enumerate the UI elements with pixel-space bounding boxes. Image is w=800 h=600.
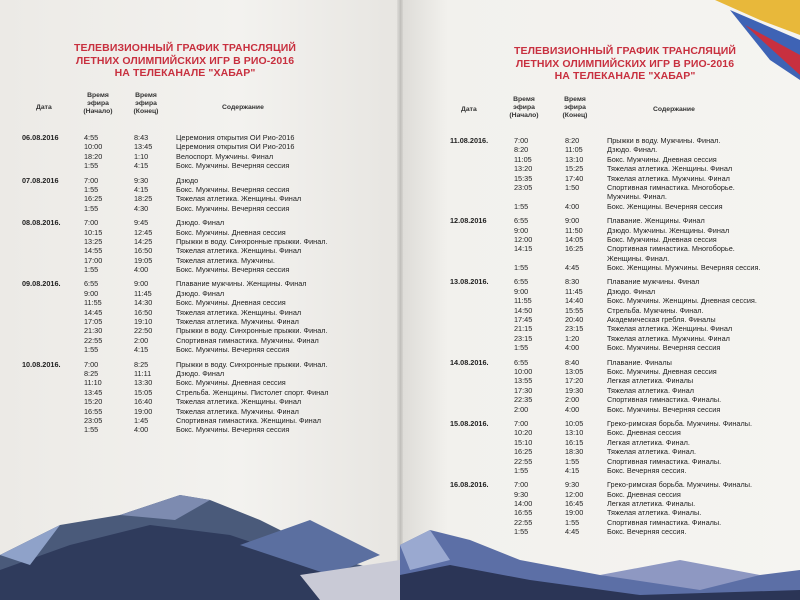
end-time: 19:00: [565, 508, 584, 518]
start-time: 9:00: [84, 288, 99, 298]
program-description: Бокс. Мужчины. Дневная сессия: [607, 234, 717, 244]
program-description: Тяжелая атлетика. Мужчины.: [176, 255, 275, 265]
header-content: Содержание: [222, 104, 264, 111]
end-time: 4:30: [134, 203, 149, 213]
program-description: Спортивная гимнастика. Финалы.: [607, 395, 722, 405]
program-description: Дзюдо. Финал: [176, 368, 225, 378]
program-description: Дзюдо. Финал: [176, 218, 225, 228]
start-time: 7:00: [84, 359, 99, 369]
program-description: Бокс. Мужчины. Женщины. Дневная сессия.: [607, 296, 757, 306]
header-start-time: Время эфира (Начало): [83, 92, 113, 115]
program-description: Бокс. Дневная сессия: [607, 428, 681, 438]
day-date: 08.08.2016.: [22, 218, 61, 228]
start-time: 12:00: [514, 234, 533, 244]
program-description: Бокс. Дневная сессия: [607, 489, 681, 499]
program-description: Спортивная гимнастика. Многоборье.: [607, 182, 735, 192]
start-time: 21:15: [514, 324, 533, 334]
program-description: Прыжки в воду. Мужчины. Финал.: [607, 136, 721, 145]
end-time: 4:00: [134, 425, 149, 435]
program-description: Бокс. Мужчины. Вечерняя сессия: [607, 404, 721, 414]
program-description: Бокс. Мужчины. Вечерняя сессия: [176, 161, 290, 171]
program-description: Бокс. Женщины. Вечерняя сессия: [607, 201, 723, 211]
start-time: 1:55: [84, 184, 99, 194]
end-time: 17:20: [565, 376, 584, 386]
end-time: 9:30: [565, 480, 580, 490]
program-description: Тяжелая атлетика. Финал.: [607, 447, 697, 457]
start-time: 11:55: [514, 296, 532, 306]
program-description: Бокс. Вечерняя сессия.: [607, 465, 687, 475]
end-time: 16:25: [565, 244, 584, 254]
program-description: Бокс. Мужчины. Вечерняя сессия: [607, 343, 721, 353]
program-description: Плавание мужчины. Финал: [607, 277, 700, 287]
start-time: 23:05: [514, 182, 533, 192]
end-time: 22:50: [134, 326, 153, 336]
end-time: 13:10: [565, 428, 584, 438]
start-time: 6:55: [84, 279, 99, 289]
start-time: 10:20: [514, 428, 533, 438]
program-description: Прыжки в воду. Синхронные прыжки. Финал.: [176, 359, 328, 369]
start-time: 15:10: [514, 437, 533, 447]
start-time: 7:00: [514, 418, 529, 428]
end-time: 14:30: [134, 298, 153, 308]
start-time: 9:00: [514, 225, 529, 235]
program-description: Греко-римская борьба. Мужчины. Финалы.: [607, 480, 752, 490]
program-description: Бокс. Мужчины. Дневная сессия: [607, 366, 717, 376]
start-time: 7:00: [84, 218, 99, 228]
header-start-time: Время эфира (Начало): [509, 96, 539, 119]
program-description: Бокс. Мужчины. Дневная сессия: [607, 154, 717, 164]
program-description: Бокс. Женщины. Мужчины. Вечерняя сессия.: [607, 263, 761, 273]
end-time: 8:20: [565, 136, 580, 145]
program-description: Бокс. Мужчины. Вечерняя сессия: [176, 184, 290, 194]
end-time: 11:45: [134, 288, 152, 298]
end-time: 15:25: [565, 164, 584, 174]
end-time: 1:20: [565, 333, 580, 343]
start-time: 1:55: [514, 343, 529, 353]
program-description: Дзюдо. Финал: [607, 286, 656, 296]
end-time: 1:55: [565, 456, 580, 466]
end-time: 19:05: [134, 255, 153, 265]
start-time: 8:20: [514, 145, 529, 155]
end-time: 13:05: [565, 366, 584, 376]
program-description: Тяжелая атлетика. Женщины. Финал: [607, 324, 733, 334]
day-date: 10.08.2016.: [22, 359, 61, 369]
start-time: 11:10: [84, 378, 102, 388]
start-time: 14:00: [514, 499, 533, 509]
header-end-time: Время эфира (Конец): [562, 96, 588, 119]
end-time: 4:15: [565, 465, 580, 475]
end-time: 4:15: [134, 184, 149, 194]
start-time: 17:30: [514, 385, 533, 395]
start-time: 10:00: [514, 366, 533, 376]
program-description: Спортивная гимнастика. Мужчины. Финал: [176, 335, 319, 345]
start-time: 22:55: [514, 517, 533, 527]
program-description: Легкая атлетика. Финал.: [607, 437, 690, 447]
end-time: 11:05: [565, 145, 583, 155]
end-time: 15:05: [134, 387, 153, 397]
program-description: Женщины. Финал.: [607, 253, 670, 263]
header-date: Дата: [36, 104, 52, 111]
program-description: Плавание. Женщины. Финал: [607, 216, 705, 226]
start-time: 13:25: [84, 236, 103, 246]
end-time: 8:40: [565, 357, 580, 367]
program-description: Тяжелая атлетика. Мужчины. Финал: [607, 333, 730, 343]
start-time: 1:55: [514, 465, 529, 475]
start-time: 16:25: [84, 194, 103, 204]
program-description: Церемония открытия ОИ Рио-2016: [176, 133, 295, 142]
title-line: НА ТЕЛЕКАНАЛЕ "ХАБАР": [114, 67, 256, 79]
start-time: 14:50: [514, 305, 533, 315]
program-description: Бокс. Вечерняя сессия.: [607, 527, 687, 537]
day-date: 15.08.2016.: [450, 418, 489, 428]
program-description: Велоспорт. Мужчины. Финал: [176, 151, 274, 161]
day-date: 14.08.2016.: [450, 357, 489, 367]
title-line: ЛЕТНИХ ОЛИМПИЙСКИХ ИГР В РИО-2016: [515, 57, 735, 70]
start-time: 17:45: [514, 315, 533, 325]
start-time: 10:00: [84, 142, 103, 152]
end-time: 8:25: [134, 359, 149, 369]
end-time: 16:50: [134, 307, 153, 317]
start-time: 18:20: [84, 151, 103, 161]
start-time: 1:55: [514, 527, 529, 537]
end-time: 4:15: [134, 345, 149, 355]
end-time: 13:10: [565, 154, 584, 164]
program-description: Дзюдо. Мужчины. Женщины. Финал: [607, 225, 730, 235]
day-date: 06.08.2016: [22, 133, 59, 142]
program-description: Дзюдо: [176, 175, 199, 185]
start-time: 7:00: [84, 175, 99, 185]
program-description: Тяжелая атлетика. Женщины. Финал: [176, 246, 302, 256]
day-date: 16.08.2016.: [450, 480, 489, 490]
start-time: 9:30: [514, 489, 529, 499]
header-date: Дата: [461, 106, 477, 113]
end-time: 9:00: [565, 216, 580, 226]
program-description: Стрельба. Женщины. Пистолет спорт. Финал: [176, 387, 329, 397]
end-time: 2:00: [565, 395, 580, 405]
start-time: 22:55: [84, 335, 103, 345]
start-time: 1:55: [514, 263, 529, 273]
program-description: Церемония открытия ОИ Рио-2016: [176, 142, 295, 152]
end-time: 16:45: [565, 499, 584, 509]
program-description: Бокс. Мужчины. Вечерняя сессия: [176, 345, 290, 355]
program-description: Дзюдо. Финал: [176, 288, 225, 298]
start-time: 1:55: [84, 161, 99, 171]
end-time: 10:05: [565, 418, 584, 428]
start-time: 21:30: [84, 326, 103, 336]
end-time: 15:55: [565, 305, 584, 315]
start-time: 11:05: [514, 154, 532, 164]
program-description: Спортивная гимнастика. Женщины. Финал: [176, 415, 322, 425]
program-description: Тяжелая атлетика. Мужчины. Финал: [176, 317, 299, 327]
start-time: 23:15: [514, 333, 533, 343]
program-description: Дзюдо. Финал.: [607, 145, 658, 155]
program-description: Бокс. Мужчины. Вечерняя сессия: [176, 425, 290, 435]
end-time: 20:40: [565, 315, 584, 325]
day-date: 12.08.2016: [450, 216, 487, 226]
program-description: Легкая атлетика. Финалы: [607, 376, 694, 386]
program-description: Бокс. Мужчины. Дневная сессия: [176, 298, 286, 308]
end-time: 12:45: [134, 227, 153, 237]
start-time: 15:35: [514, 173, 533, 183]
program-description: Бокс. Мужчины. Дневная сессия: [176, 227, 286, 237]
end-time: 9:30: [134, 175, 149, 185]
program-description: Спортивная гимнастика. Многоборье.: [607, 244, 735, 254]
end-time: 16:15: [565, 437, 584, 447]
end-time: 11:50: [565, 225, 583, 235]
start-time: 11:55: [84, 298, 102, 308]
start-time: 13:20: [514, 164, 533, 174]
end-time: 4:00: [134, 265, 149, 275]
program-description: Тяжелая атлетика. Финал: [607, 385, 694, 395]
program-description: Тяжелая атлетика. Женщины. Финал: [607, 164, 733, 174]
end-time: 19:10: [134, 317, 153, 327]
end-time: 4:00: [565, 404, 580, 414]
end-time: 18:25: [134, 194, 153, 204]
program-description: Тяжелая атлетика. Мужчины. Финал: [607, 173, 730, 183]
header-end-time: Время эфира (Конец): [133, 92, 159, 115]
start-time: 1:55: [514, 201, 529, 211]
start-time: 16:55: [84, 406, 103, 416]
start-time: 4:55: [84, 133, 99, 142]
program-description: Плавание мужчины. Женщины. Финал: [176, 279, 307, 289]
start-time: 15:20: [84, 397, 103, 407]
header-content: Содержание: [653, 106, 695, 113]
start-time: 13:45: [84, 387, 103, 397]
end-time: 12:00: [565, 489, 584, 499]
end-time: 19:30: [565, 385, 584, 395]
start-time: 13:55: [514, 376, 533, 386]
end-time: 9:45: [134, 218, 149, 228]
start-time: 22:55: [514, 456, 533, 466]
end-time: 13:45: [134, 142, 153, 152]
end-time: 19:00: [134, 406, 153, 416]
start-time: 14:15: [514, 244, 533, 254]
end-time: 16:40: [134, 397, 153, 407]
start-time: 2:00: [514, 404, 529, 414]
program-description: Стрельба. Мужчины. Финал.: [607, 305, 704, 315]
end-time: 14:40: [565, 296, 584, 306]
program-description: Бокс. Мужчины. Вечерняя сессия: [176, 265, 290, 275]
title-line: ТЕЛЕВИЗИОННЫЙ ГРАФИК ТРАНСЛЯЦИЙ: [73, 42, 297, 54]
end-time: 14:05: [565, 234, 584, 244]
end-time: 23:15: [565, 324, 584, 334]
start-time: 6:55: [514, 277, 529, 287]
start-time: 23:05: [84, 415, 103, 425]
end-time: 18:30: [565, 447, 584, 457]
program-description: Легкая атлетика. Финалы.: [607, 499, 696, 509]
title-line: НА ТЕЛЕКАНАЛЕ "ХАБАР": [554, 70, 696, 82]
program-description: Спортивная гимнастика. Финалы.: [607, 517, 722, 527]
program-description: Греко-римская борьба. Мужчины. Финалы.: [607, 418, 752, 428]
start-time: 7:00: [514, 136, 529, 145]
end-time: 4:15: [134, 161, 149, 171]
program-description: Тяжелая атлетика. Женщины. Финал: [176, 194, 302, 204]
end-time: 4:45: [565, 527, 580, 537]
start-time: 17:05: [84, 317, 103, 327]
program-description: Бокс. Мужчины. Вечерняя сессия: [176, 203, 290, 213]
start-time: 16:25: [514, 447, 533, 457]
start-time: 1:55: [84, 265, 99, 275]
end-time: 9:00: [134, 279, 149, 289]
start-time: 10:15: [84, 227, 103, 237]
title-line: ТЕЛЕВИЗИОННЫЙ ГРАФИК ТРАНСЛЯЦИЙ: [513, 45, 737, 57]
end-time: 8:43: [134, 133, 149, 142]
program-description: Тяжелая атлетика. Женщины. Финал: [176, 307, 302, 317]
program-description: Мужчины. Финал.: [607, 192, 667, 202]
start-time: 14:55: [84, 246, 103, 256]
start-time: 1:55: [84, 425, 99, 435]
start-time: 14:45: [84, 307, 103, 317]
end-time: 14:25: [134, 236, 153, 246]
start-time: 1:55: [84, 203, 99, 213]
program-description: Академическая гребля. Финалы: [607, 315, 716, 325]
end-time: 8:30: [565, 277, 580, 287]
start-time: 6:55: [514, 216, 529, 226]
start-time: 16:55: [514, 508, 533, 518]
end-time: 13:30: [134, 378, 153, 388]
program-description: Тяжелая атлетика. Финалы.: [607, 508, 702, 518]
start-time: 22:35: [514, 395, 533, 405]
day-date: 09.08.2016.: [22, 279, 61, 289]
start-time: 17:00: [84, 255, 103, 265]
program-description: Плавание. Финалы: [607, 357, 672, 367]
end-time: 1:55: [565, 517, 580, 527]
day-date: 11.08.2016.: [450, 136, 489, 145]
title-line: ЛЕТНИХ ОЛИМПИЙСКИХ ИГР В РИО-2016: [75, 54, 295, 67]
start-time: 9:00: [514, 286, 529, 296]
end-time: 4:00: [565, 343, 580, 353]
end-time: 1:10: [134, 151, 149, 161]
day-date: 07.08.2016: [22, 175, 59, 185]
program-description: Прыжки в воду. Синхронные прыжки. Финал.: [176, 236, 328, 246]
program-description: Спортивная гимнастика. Финалы.: [607, 456, 722, 466]
end-time: 1:50: [565, 182, 580, 192]
program-description: Тяжелая атлетика. Женщины. Финал: [176, 397, 302, 407]
day-date: 13.08.2016.: [450, 277, 489, 287]
end-time: 2:00: [134, 335, 149, 345]
end-time: 16:50: [134, 246, 153, 256]
program-description: Тяжелая атлетика. Мужчины. Финал: [176, 406, 299, 416]
start-time: 7:00: [514, 480, 529, 490]
end-time: 11:11: [134, 368, 152, 378]
program-description: Бокс. Мужчины. Дневная сессия: [176, 378, 286, 388]
end-time: 4:00: [565, 201, 580, 211]
end-time: 17:40: [565, 173, 584, 183]
start-time: 6:55: [514, 357, 529, 367]
end-time: 1:45: [134, 415, 149, 425]
end-time: 4:45: [565, 263, 580, 273]
start-time: 8:25: [84, 368, 99, 378]
end-time: 11:45: [565, 286, 583, 296]
start-time: 1:55: [84, 345, 99, 355]
program-description: Прыжки в воду. Синхронные прыжки. Финал.: [176, 326, 328, 336]
